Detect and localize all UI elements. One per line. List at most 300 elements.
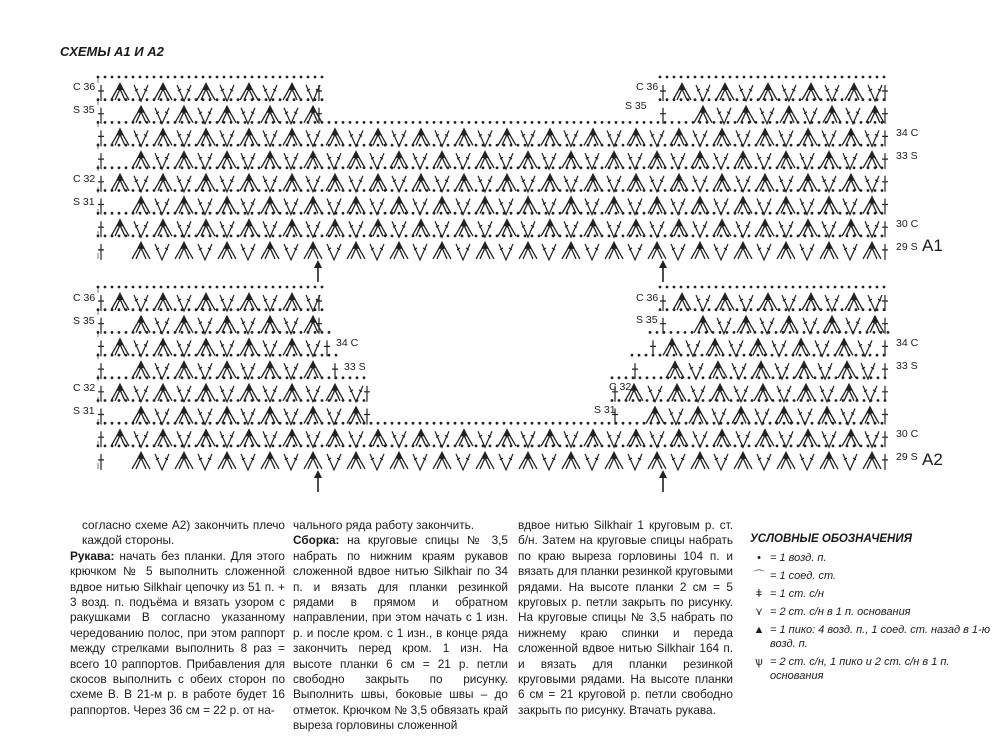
chain-dot bbox=[314, 98, 317, 101]
chain-dot bbox=[440, 121, 443, 124]
v-stitch bbox=[734, 386, 748, 402]
picot-mark bbox=[782, 150, 790, 158]
chain-dot bbox=[631, 354, 634, 357]
chain-dot bbox=[496, 212, 499, 215]
chain-dot bbox=[636, 235, 639, 238]
chain-dot bbox=[153, 308, 156, 311]
chain-dot bbox=[237, 121, 240, 124]
picot-mark bbox=[331, 127, 339, 135]
chain-dot bbox=[860, 235, 863, 238]
chain-dot bbox=[405, 166, 408, 169]
picot-mark bbox=[137, 360, 145, 368]
chain-dot bbox=[673, 98, 676, 101]
chain-dot bbox=[125, 376, 128, 379]
chain-dot bbox=[762, 235, 765, 238]
chain-dot bbox=[104, 212, 107, 215]
v-stitch bbox=[198, 454, 212, 470]
chain-dot bbox=[188, 212, 191, 215]
picot-mark bbox=[223, 241, 231, 249]
chain-dot bbox=[531, 189, 534, 192]
chain-dot bbox=[503, 189, 506, 192]
chain-dot bbox=[342, 376, 345, 379]
chain-dot bbox=[321, 445, 324, 448]
v-stitch bbox=[155, 363, 169, 379]
chain-dot bbox=[622, 166, 625, 169]
chain-dot bbox=[265, 286, 268, 289]
chain-dot bbox=[580, 445, 583, 448]
chain-dot bbox=[701, 354, 704, 357]
chain-dot bbox=[876, 76, 879, 79]
chain-dot bbox=[566, 166, 569, 169]
chain-dot bbox=[790, 445, 793, 448]
picot-mark bbox=[716, 383, 724, 391]
chain-dot bbox=[853, 121, 856, 124]
chain-dot bbox=[622, 144, 625, 147]
picot-mark bbox=[610, 150, 618, 158]
chain-dot bbox=[342, 166, 345, 169]
chain-dot bbox=[132, 189, 135, 192]
chain-dot bbox=[659, 286, 662, 289]
chain-dot bbox=[657, 422, 660, 425]
chain-dot bbox=[594, 121, 597, 124]
chain-dot bbox=[860, 189, 863, 192]
chain-dot bbox=[559, 166, 562, 169]
chain-dot bbox=[321, 98, 324, 101]
chain-dot bbox=[797, 144, 800, 147]
v-stitch bbox=[585, 153, 599, 169]
chain-dot bbox=[685, 166, 688, 169]
chain-dot bbox=[877, 376, 880, 379]
chain-dot bbox=[671, 121, 674, 124]
chain-dot bbox=[748, 235, 751, 238]
chain-dot bbox=[608, 166, 611, 169]
chain-dot bbox=[828, 376, 831, 379]
chain-dot bbox=[237, 286, 240, 289]
chain-dot bbox=[321, 144, 324, 147]
chain-dot bbox=[202, 76, 205, 79]
chain-dot bbox=[146, 445, 149, 448]
chain-dot bbox=[573, 422, 576, 425]
picot-mark bbox=[159, 292, 167, 300]
chain-dot bbox=[716, 376, 719, 379]
chain-dot bbox=[685, 445, 688, 448]
chain-dot bbox=[799, 354, 802, 357]
dc-post bbox=[98, 221, 104, 237]
v-stitch bbox=[284, 318, 298, 334]
chain-dot bbox=[195, 286, 198, 289]
picot-mark bbox=[847, 173, 855, 181]
chain-dot bbox=[632, 399, 635, 402]
chain-dot bbox=[538, 422, 541, 425]
chain-dot bbox=[146, 286, 149, 289]
chain-dot bbox=[503, 445, 506, 448]
chain-dot bbox=[265, 399, 268, 402]
chain-dot bbox=[223, 422, 226, 425]
chain-dot bbox=[743, 76, 746, 79]
picot-mark bbox=[374, 428, 382, 436]
chain-dot bbox=[111, 121, 114, 124]
picot-mark bbox=[840, 337, 848, 345]
chain-dot bbox=[841, 76, 844, 79]
chain-dot bbox=[883, 286, 886, 289]
chain-dot bbox=[779, 376, 782, 379]
chain-dot bbox=[209, 445, 212, 448]
chain-dot bbox=[342, 121, 345, 124]
chain-dot bbox=[715, 308, 718, 311]
chain-dot bbox=[258, 354, 261, 357]
sleeves-heading: Рукава: bbox=[70, 548, 115, 563]
picot-mark bbox=[309, 241, 317, 249]
chain-dot bbox=[786, 399, 789, 402]
chain-dot bbox=[181, 308, 184, 311]
chain-dot bbox=[188, 76, 191, 79]
chain-dot bbox=[307, 166, 310, 169]
chain-dot bbox=[629, 445, 632, 448]
chain-dot bbox=[701, 98, 704, 101]
chain-dot bbox=[510, 235, 513, 238]
chain-dot bbox=[776, 212, 779, 215]
chain-dot bbox=[771, 308, 774, 311]
chain-dot bbox=[370, 422, 373, 425]
v-stitch bbox=[284, 244, 298, 260]
chain-dot bbox=[517, 235, 520, 238]
chain-dot bbox=[678, 189, 681, 192]
picot-mark bbox=[223, 196, 231, 204]
chain-dot bbox=[209, 399, 212, 402]
picot-mark bbox=[288, 428, 296, 436]
chain-dot bbox=[800, 399, 803, 402]
chain-dot bbox=[230, 121, 233, 124]
chain-dot bbox=[552, 189, 555, 192]
chain-dot bbox=[363, 144, 366, 147]
chain-dot bbox=[209, 308, 212, 311]
chain-dot bbox=[666, 76, 669, 79]
picot-mark bbox=[460, 218, 468, 226]
chain-dot bbox=[188, 166, 191, 169]
picot-mark bbox=[675, 428, 683, 436]
chain-dot bbox=[727, 422, 730, 425]
v-stitch bbox=[696, 85, 710, 101]
chain-dot bbox=[237, 235, 240, 238]
picot-mark bbox=[675, 218, 683, 226]
chain-dot bbox=[699, 144, 702, 147]
chain-dot bbox=[174, 376, 177, 379]
chain-dot bbox=[552, 235, 555, 238]
chain-dot bbox=[880, 331, 883, 334]
chain-dot bbox=[754, 331, 757, 334]
chain-dot bbox=[643, 144, 646, 147]
chain-dot bbox=[778, 308, 781, 311]
picot-mark bbox=[159, 218, 167, 226]
v-stitch bbox=[564, 431, 578, 447]
picot-mark bbox=[825, 150, 833, 158]
chain-dot bbox=[673, 286, 676, 289]
chain-dot bbox=[615, 166, 618, 169]
chain-dot bbox=[545, 235, 548, 238]
chain-dot bbox=[328, 121, 331, 124]
chain-dot bbox=[680, 308, 683, 311]
chain-dot bbox=[771, 98, 774, 101]
v-stitch bbox=[843, 199, 857, 215]
chain-dot bbox=[659, 354, 662, 357]
v-stitch bbox=[521, 431, 535, 447]
chain-dot bbox=[650, 445, 653, 448]
chain-dot bbox=[692, 235, 695, 238]
chain-dot bbox=[874, 121, 877, 124]
chain-dot bbox=[814, 376, 817, 379]
chain-dot bbox=[167, 121, 170, 124]
chain-dot bbox=[699, 189, 702, 192]
chain-dot bbox=[881, 189, 884, 192]
v-stitch bbox=[134, 340, 148, 356]
chain-dot bbox=[783, 121, 786, 124]
v-stitch bbox=[628, 454, 642, 470]
chain-dot bbox=[181, 166, 184, 169]
chain-dot bbox=[783, 144, 786, 147]
chain-dot bbox=[730, 376, 733, 379]
chain-dot bbox=[244, 235, 247, 238]
picot-mark bbox=[868, 150, 876, 158]
chain-dot bbox=[300, 166, 303, 169]
chain-dot bbox=[349, 376, 352, 379]
chain-dot bbox=[139, 399, 142, 402]
chain-dot bbox=[167, 76, 170, 79]
chain-dot bbox=[687, 286, 690, 289]
chain-dot bbox=[839, 121, 842, 124]
chain-dot bbox=[827, 354, 830, 357]
chain-dot bbox=[790, 166, 793, 169]
chain-dot bbox=[601, 144, 604, 147]
picot-mark bbox=[202, 383, 210, 391]
chain-dot bbox=[876, 354, 879, 357]
chain-dot bbox=[398, 422, 401, 425]
chain-dot bbox=[160, 354, 163, 357]
v-stitch bbox=[825, 295, 839, 311]
picot-mark bbox=[438, 451, 446, 459]
chain-dot bbox=[496, 235, 499, 238]
chain-dot bbox=[146, 422, 149, 425]
chain-dot bbox=[272, 308, 275, 311]
chain-dot bbox=[531, 121, 534, 124]
chain-dot bbox=[349, 121, 352, 124]
chain-dot bbox=[748, 121, 751, 124]
chain-dot bbox=[841, 98, 844, 101]
chain-dot bbox=[790, 189, 793, 192]
chain-dot bbox=[531, 144, 534, 147]
chain-dot bbox=[709, 376, 712, 379]
chain-dot bbox=[790, 121, 793, 124]
chain-dot bbox=[622, 189, 625, 192]
chain-dot bbox=[559, 235, 562, 238]
chain-dot bbox=[104, 331, 107, 334]
chain-dot bbox=[615, 212, 618, 215]
chain-dot bbox=[580, 212, 583, 215]
chain-dot bbox=[202, 445, 205, 448]
a2-row-label-c32: С 32 bbox=[73, 382, 96, 394]
picot-mark bbox=[739, 150, 747, 158]
chain-dot bbox=[785, 308, 788, 311]
a2-row-label-34c: 34 С bbox=[896, 337, 919, 349]
chain-dot bbox=[660, 376, 663, 379]
chain-dot bbox=[265, 376, 268, 379]
a1-row-label-34c: 34 С bbox=[896, 127, 919, 139]
v-stitch bbox=[714, 454, 728, 470]
chain-dot bbox=[768, 331, 771, 334]
chain-dot bbox=[363, 422, 366, 425]
chain-dot bbox=[125, 445, 128, 448]
chain-dot bbox=[447, 166, 450, 169]
picot-mark bbox=[116, 292, 124, 300]
chain-dot bbox=[775, 331, 778, 334]
v-stitch bbox=[696, 295, 710, 311]
chain-dot bbox=[769, 144, 772, 147]
chain-dot bbox=[265, 354, 268, 357]
picot-mark bbox=[721, 82, 729, 90]
chain-dot bbox=[174, 331, 177, 334]
chain-dot bbox=[286, 399, 289, 402]
picot-mark bbox=[180, 196, 188, 204]
text-column-1 bbox=[70, 518, 285, 718]
chain-dot bbox=[737, 376, 740, 379]
chain-dot bbox=[636, 144, 639, 147]
chain-dot bbox=[370, 121, 373, 124]
v-stitch bbox=[370, 153, 384, 169]
a1-row-label-30c: 30 С bbox=[896, 218, 919, 230]
chain-dot bbox=[314, 354, 317, 357]
chain-dot bbox=[188, 354, 191, 357]
chain-dot bbox=[370, 189, 373, 192]
chain-dot bbox=[825, 144, 828, 147]
picot-mark bbox=[673, 383, 681, 391]
chain-dot bbox=[195, 121, 198, 124]
chain-dot bbox=[608, 144, 611, 147]
shell-picot-icon: ѱ bbox=[755, 656, 763, 668]
chain-dot bbox=[813, 308, 816, 311]
chain-dot bbox=[328, 189, 331, 192]
chain-dot bbox=[279, 286, 282, 289]
chain-dot bbox=[643, 189, 646, 192]
chain-dot bbox=[202, 399, 205, 402]
chain-dot bbox=[673, 354, 676, 357]
chain-dot bbox=[104, 354, 107, 357]
chain-dot bbox=[762, 144, 765, 147]
chain-dot bbox=[321, 235, 324, 238]
chain-dot bbox=[643, 121, 646, 124]
picot-mark bbox=[503, 173, 511, 181]
chain-dot bbox=[811, 189, 814, 192]
chain-dot bbox=[538, 235, 541, 238]
chain-dot bbox=[384, 166, 387, 169]
chain-dot bbox=[132, 376, 135, 379]
picot-mark bbox=[850, 82, 858, 90]
chain-dot bbox=[132, 308, 135, 311]
chain-dot bbox=[167, 422, 170, 425]
chain-dot bbox=[636, 422, 639, 425]
chain-dot bbox=[181, 399, 184, 402]
chain-dot bbox=[468, 144, 471, 147]
chain-dot bbox=[573, 166, 576, 169]
chain-dot bbox=[230, 399, 233, 402]
chain-dot bbox=[398, 235, 401, 238]
chain-dot bbox=[391, 235, 394, 238]
chain-dot bbox=[286, 331, 289, 334]
chain-dot bbox=[797, 189, 800, 192]
picot-mark bbox=[524, 241, 532, 249]
chain-stitch-icon: • bbox=[757, 552, 761, 564]
chain-dot bbox=[328, 144, 331, 147]
chain-dot bbox=[335, 399, 338, 402]
v-stitch bbox=[220, 340, 234, 356]
picot-mark bbox=[223, 451, 231, 459]
chain-dot bbox=[806, 354, 809, 357]
chain-dot bbox=[650, 144, 653, 147]
picot-mark bbox=[180, 360, 188, 368]
chain-dot bbox=[636, 121, 639, 124]
chain-dot bbox=[772, 399, 775, 402]
chain-dot bbox=[848, 354, 851, 357]
chain-dot bbox=[104, 308, 107, 311]
chain-dot bbox=[125, 212, 128, 215]
picot-mark bbox=[823, 406, 831, 414]
chain-dot bbox=[667, 399, 670, 402]
chain-dot bbox=[863, 376, 866, 379]
v-stitch bbox=[865, 176, 879, 192]
chain-dot bbox=[342, 399, 345, 402]
chain-dot bbox=[804, 144, 807, 147]
chain-dot bbox=[405, 422, 408, 425]
chain-dot bbox=[664, 445, 667, 448]
picot-mark bbox=[804, 173, 812, 181]
chain-dot bbox=[272, 399, 275, 402]
chain-dot bbox=[818, 189, 821, 192]
chain-dot bbox=[769, 121, 772, 124]
chain-dot bbox=[803, 331, 806, 334]
chain-dot bbox=[426, 121, 429, 124]
chain-dot bbox=[251, 422, 254, 425]
chain-dot bbox=[279, 76, 282, 79]
chain-dot bbox=[797, 445, 800, 448]
chain-dot bbox=[363, 121, 366, 124]
picot-mark bbox=[737, 406, 745, 414]
chain-dot bbox=[146, 76, 149, 79]
chain-dot bbox=[272, 166, 275, 169]
v-stitch bbox=[284, 153, 298, 169]
double-crochet-icon: ǂ bbox=[755, 588, 763, 600]
v-stitch bbox=[241, 108, 255, 124]
chain-dot bbox=[377, 235, 380, 238]
v-stitch bbox=[542, 244, 556, 260]
chain-dot bbox=[573, 212, 576, 215]
chain-dot bbox=[209, 98, 212, 101]
chain-dot bbox=[580, 235, 583, 238]
chain-dot bbox=[643, 166, 646, 169]
v-stitch bbox=[284, 409, 298, 425]
chain-dot bbox=[743, 308, 746, 311]
chain-dot bbox=[209, 76, 212, 79]
chain-dot bbox=[286, 354, 289, 357]
picot-mark bbox=[780, 406, 788, 414]
chain-dot bbox=[258, 189, 261, 192]
dc-post bbox=[98, 295, 104, 311]
chain-dot bbox=[828, 399, 831, 402]
chain-dot bbox=[664, 166, 667, 169]
chain-dot bbox=[447, 121, 450, 124]
v-stitch bbox=[825, 85, 839, 101]
chain-dot bbox=[580, 144, 583, 147]
chain-dot bbox=[244, 331, 247, 334]
chain-dot bbox=[111, 331, 114, 334]
chain-dot bbox=[209, 189, 212, 192]
